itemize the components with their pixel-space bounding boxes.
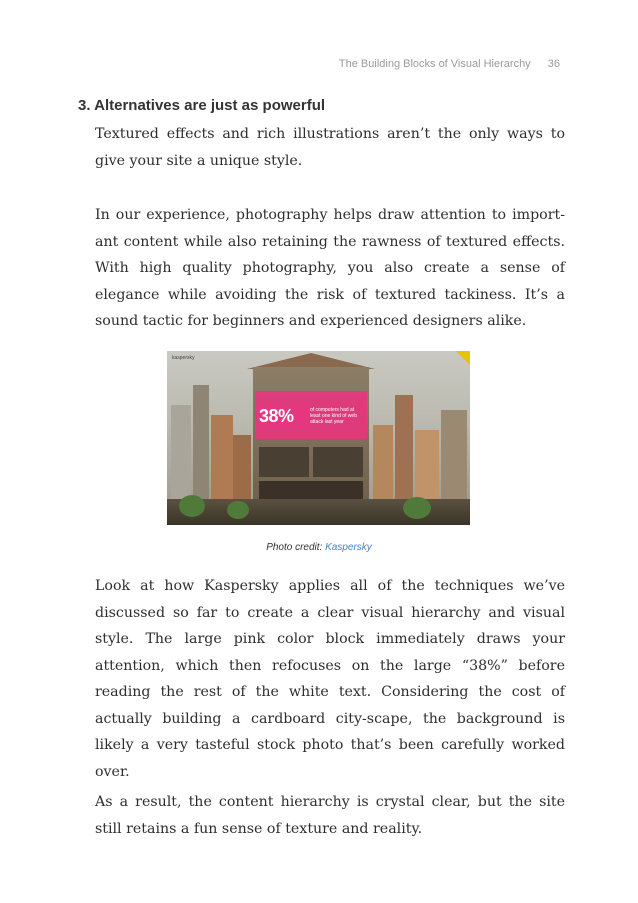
stat-text: of computers had at least one kind of web attack last year <box>310 407 357 425</box>
photo-caption <box>0 542 638 553</box>
house-room <box>313 447 363 477</box>
paragraph-intro: Textured effects and rich illustrations aren’t the only ways to give your site a unique style. <box>95 126 565 169</box>
tree <box>403 497 431 519</box>
page-header <box>339 58 560 70</box>
big-percentage: 38% <box>257 405 309 428</box>
tree <box>227 501 249 519</box>
caption-prefix: Photo credit: <box>266 542 326 553</box>
kaspersky-logo: kaspersky <box>172 355 195 361</box>
section-heading: 3. Alternatives are just as powerful <box>78 97 326 114</box>
tree <box>179 495 205 517</box>
paragraph-photography: In our experience, photography helps draw attention to import-ant content while also retaining the rawness of textured effects. With high quality photography, you also create a sense of elegance while avoiding the risk of textured tackiness. It’s a sound tactic for beginners and experienced designers alike. <box>95 207 565 329</box>
kaspersky-screenshot <box>167 351 470 525</box>
page-number: 36 <box>547 58 560 70</box>
running-title: The Building Blocks of Visual Hierarchy <box>338 58 531 70</box>
kaspersky-link[interactable]: Kaspersky <box>325 542 372 553</box>
corner-ribbon <box>456 351 470 365</box>
house-room <box>259 447 309 477</box>
paragraph-kaspersky: Look at how Kaspersky applies all of the techniques we’ve discussed so far to create a clear visual hierarchy and visual style. The large pink color block immediately draws your attention, which then refocuses on the large “38%” before reading the rest of the white text. Considering the cost of actually building a cardboard city-scape, the background is likely a very tasteful stock photo that’s been carefully worked over. <box>95 578 565 780</box>
paragraph-result: As a result, the content hierarchy is crystal clear, but the site still retains a fun sense of texture and reality. <box>95 794 565 837</box>
